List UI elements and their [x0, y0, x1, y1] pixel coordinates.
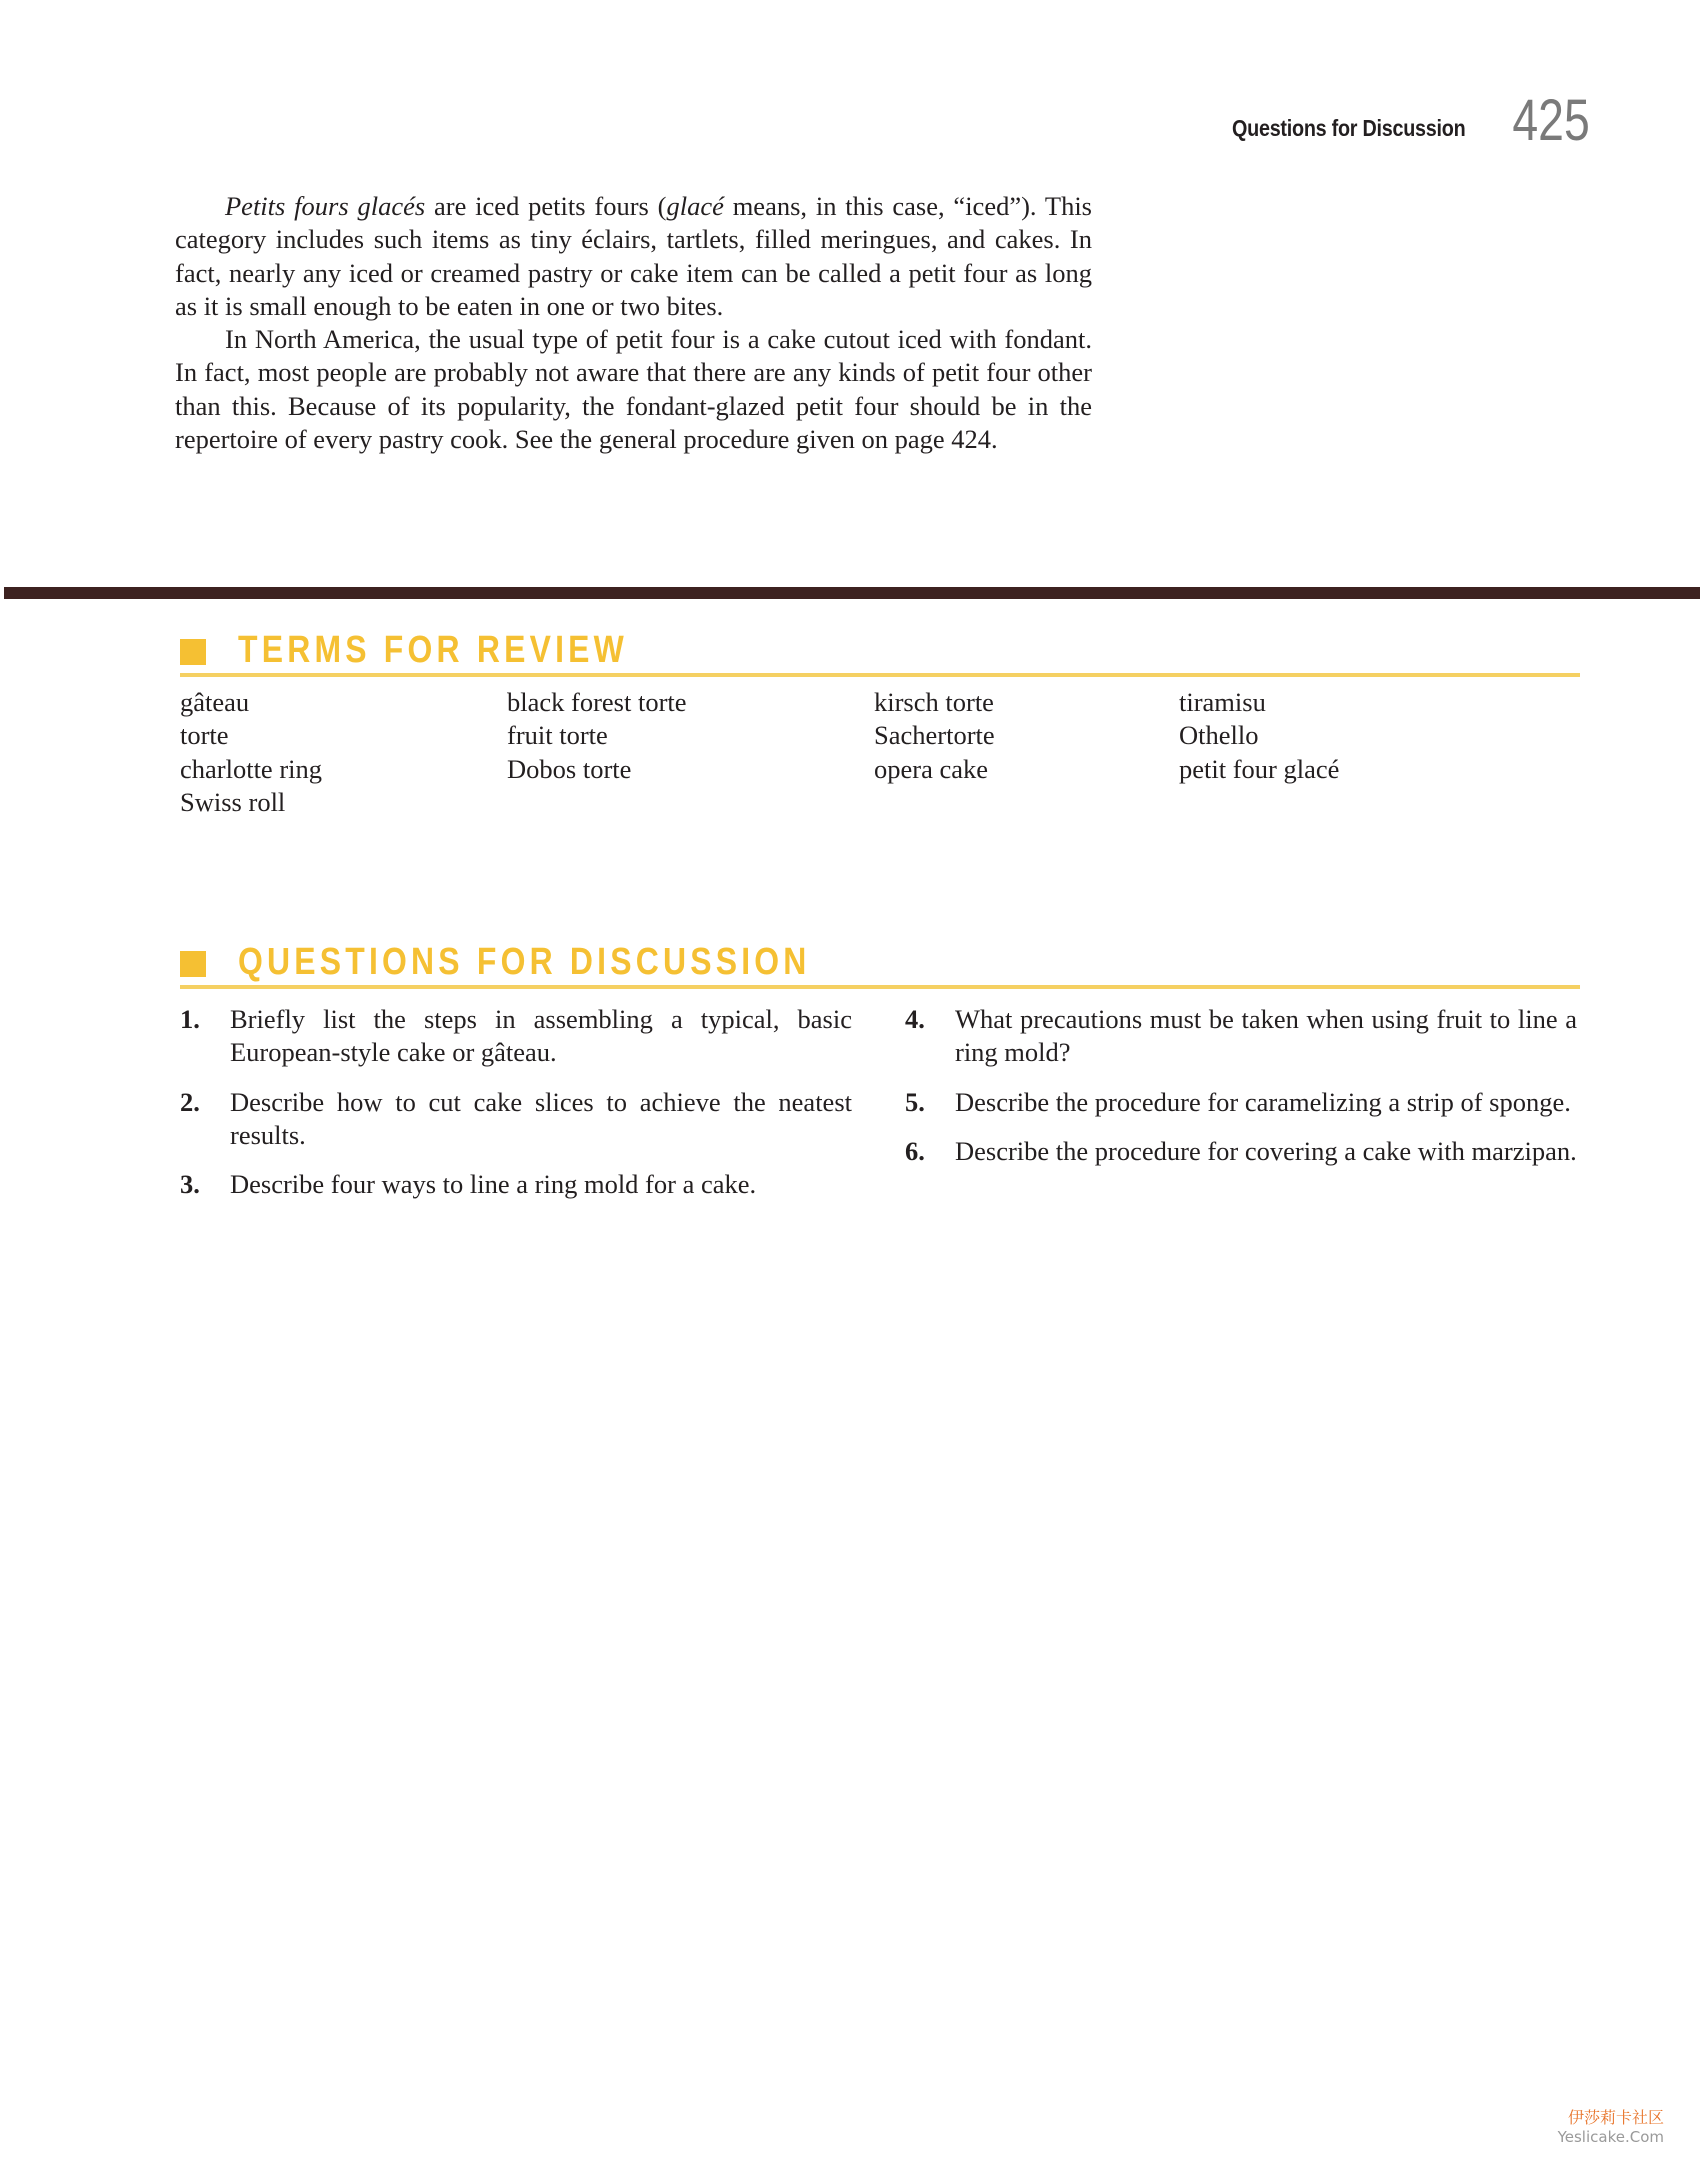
terms-column-4 [1179, 686, 1339, 786]
term: opera cake [874, 753, 989, 784]
running-head [1194, 88, 1590, 153]
question-text: Describe the procedure for caramelizing a strip of sponge. [955, 1086, 1571, 1117]
term: black forest torte [507, 687, 687, 717]
running-title: Questions for Discussion [1231, 115, 1466, 141]
term: kirsch torte [874, 687, 994, 717]
question-text: Describe the procedure for covering a cake with marzipan. [955, 1135, 1577, 1166]
watermark [1558, 2108, 1664, 2147]
term: torte [180, 720, 229, 751]
question-text: Describe four ways to line a ring mold for a cake. [230, 1169, 757, 1200]
watermark-chinese: 伊莎莉卡社区 [1567, 2108, 1664, 2128]
terms-section-title: TERMS FOR REVIEW [238, 629, 628, 671]
question-item [905, 1086, 1577, 1119]
term: Dobos torte [507, 753, 632, 784]
questions-column-left [180, 1003, 852, 1217]
term-petits-fours-glaces: Petits fours glacés [225, 191, 426, 221]
section-marker-icon [180, 951, 206, 977]
question-item [180, 1003, 852, 1070]
term: fruit torte [507, 720, 608, 751]
question-item [905, 1003, 1577, 1070]
term: charlotte ring [180, 753, 323, 784]
question-item [905, 1135, 1577, 1168]
question-number: 4. [905, 1004, 925, 1034]
term: Sachertorte [874, 720, 995, 751]
question-number: 1. [180, 1004, 200, 1034]
question-item [180, 1168, 852, 1201]
questions-section-title: QUESTIONS FOR DISCUSSION [238, 941, 811, 983]
term: tiramisu [1179, 687, 1266, 717]
terms-column-3 [874, 686, 995, 786]
terms-column-2 [507, 686, 687, 786]
section-marker-icon [180, 639, 206, 665]
question-number: 5. [905, 1086, 925, 1117]
question-number: 3. [180, 1169, 200, 1200]
intro-p1-part-a: are iced petits fours ( [425, 191, 667, 221]
intro-text [175, 190, 1092, 456]
intro-p1-part-b: means, in this case, “iced”). This category includes such items as tiny éclairs, tartlets, filled meringues, and cakes. In fact, nearly any iced or creamed pastry or cake item can be called a petit four as long as it is small enough to be eaten in one or two bites. [175, 191, 1092, 321]
questions-section-header [180, 937, 1580, 989]
term-glace: glacé [666, 191, 724, 221]
section-divider [4, 587, 1700, 599]
question-text: Briefly list the steps in assembling a typical, basic European-style cake or gâteau. [230, 1004, 852, 1068]
term: gâteau [180, 687, 250, 717]
term: petit four glacé [1179, 753, 1340, 784]
terms-column-1 [180, 686, 322, 819]
questions-column-right [905, 1003, 1577, 1184]
watermark-url: Yeslicake.Com [1557, 2128, 1664, 2147]
terms-section-header [180, 625, 1580, 677]
intro-paragraph-2: In North America, the usual type of petit four is a cake cutout iced with fondant. In fact, most people are probably not aware that there are any kinds of petit four other than this. Because of its popularity, the fondant-glazed petit four should be in the repertoire of every pastry cook. See the general procedure given on page 424. [175, 324, 1092, 455]
question-text: What precautions must be taken when using fruit to line a ring mold? [955, 1004, 1577, 1068]
question-number: 6. [905, 1135, 925, 1166]
term: Swiss roll [180, 786, 286, 817]
question-text: Describe how to cut cake slices to achieve the neatest results. [230, 1086, 852, 1150]
intro-paragraph-1 [175, 190, 1092, 323]
term: Othello [1179, 720, 1259, 751]
question-item [180, 1086, 852, 1153]
page-number: 425 [1512, 88, 1590, 153]
question-number: 2. [180, 1086, 200, 1117]
